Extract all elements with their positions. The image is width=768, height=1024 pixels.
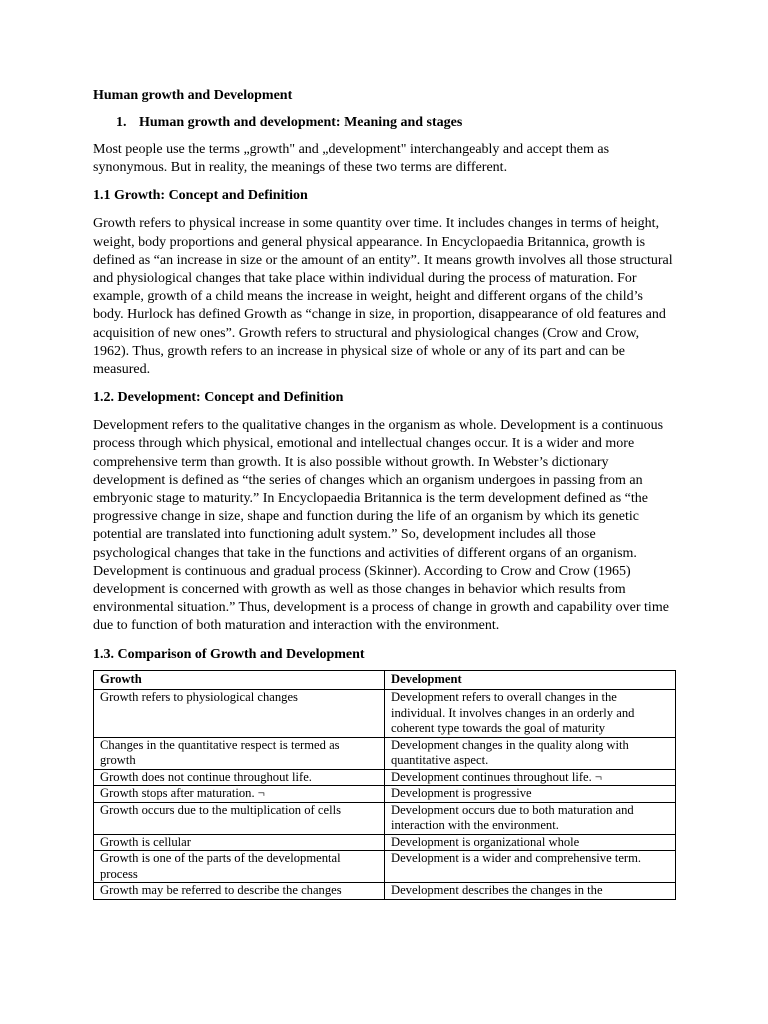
table-row	[94, 786, 676, 803]
growth-cell: Growth stops after maturation. ¬	[94, 786, 385, 803]
development-cell: Development is organizational whole	[385, 834, 676, 851]
growth-cell: Growth refers to physiological changes	[94, 690, 385, 738]
growth-cell: Growth is one of the parts of the developmental process	[94, 851, 385, 883]
header-growth: Growth	[94, 670, 385, 690]
development-cell: Development refers to overall changes in the individual. It involves changes in an orderly and coherent type towards the goal of maturity	[385, 690, 676, 738]
comparison-heading: 1.3. Comparison of Growth and Development	[93, 646, 365, 662]
growth-heading: 1.1 Growth: Concept and Definition	[93, 188, 308, 204]
growth-cell: Changes in the quantitative respect is termed as growth	[94, 737, 385, 769]
table-row	[94, 737, 676, 769]
development-cell: Development occurs due to both maturation and interaction with the environment.	[385, 802, 676, 834]
growth-paragraph: Growth refers to physical increase in some quantity over time. It includes changes in terms of height, weight, body proportions and general physical appearance. In Encyclopaedia Britannica, growth is defined as “an increase in size or the amount of an entity”. It means growth involves all those structural and physiological changes that take place within individual during the process of maturation. For example, growth of a child means the increase in weight, height and different organs of the child’s body. Hurlock has defined Growth as “change in size, in proportion, disappearance of old features and acquisition of new ones”. Growth refers to structural and physiological changes (Crow and Crow, 1962). Thus, growth refers to an increase in physical size of whole or any of its part and can be measured.	[93, 216, 673, 378]
table-row	[94, 769, 676, 786]
development-cell: Development is a wider and comprehensive term.	[385, 851, 676, 883]
table-header-row	[94, 670, 676, 690]
document-page	[93, 87, 676, 900]
table-row	[94, 834, 676, 851]
header-development: Development	[385, 670, 676, 690]
development-cell: Development continues throughout life. ¬	[385, 769, 676, 786]
section-heading-1	[116, 114, 676, 132]
development-paragraph: Development refers to the qualitative changes in the organism as whole. Development is a continuous process through which physical, emotional and intellectual changes occur. It is a wider and more comprehensive term than growth. It is also possible without growth. In Webster’s dictionary development is defined as “the series of changes which an organism undergoes in passing from an embryonic stage to maturity.” In Encyclopaedia Britannica is the term development defined as “the progressive change in size, shape and function during the life of an organism by which its genetic potential are translated into functioning adult system.” So, development includes all those psychological changes that take in the functions and activities of different organs of an organism. Development is continuous and gradual process (Skinner). According to Crow and Crow (1965) development is concerned with growth as well as those changes in behavior which results from environmental situation.” Thus, development is a process of change in growth and capability over time due to function of both maturation and interaction with the environment.	[93, 418, 669, 634]
growth-cell: Growth is cellular	[94, 834, 385, 851]
intro-paragraph: Most people use the terms „growth" and „development" interchangeably and accept them as synonymous. But in reality, the meanings of these two terms are different.	[93, 142, 610, 176]
table-row	[94, 690, 676, 738]
growth-cell: Growth occurs due to the multiplication of cells	[94, 802, 385, 834]
development-cell: Development changes in the quality along with quantitative aspect.	[385, 737, 676, 769]
growth-cell: Growth may be referred to describe the changes	[94, 883, 385, 900]
growth-cell: Growth does not continue throughout life.	[94, 769, 385, 786]
table-row	[94, 802, 676, 834]
section-number: 1.	[116, 115, 127, 130]
document-title: Human growth and Development	[93, 88, 293, 103]
development-cell: Development is progressive	[385, 786, 676, 803]
development-cell: Development describes the changes in the	[385, 883, 676, 900]
comparison-table	[93, 670, 676, 900]
table-row	[94, 883, 676, 900]
development-heading: 1.2. Development: Concept and Definition	[93, 390, 344, 406]
section-heading-text: Human growth and development: Meaning and stages	[139, 115, 463, 130]
table-row	[94, 851, 676, 883]
